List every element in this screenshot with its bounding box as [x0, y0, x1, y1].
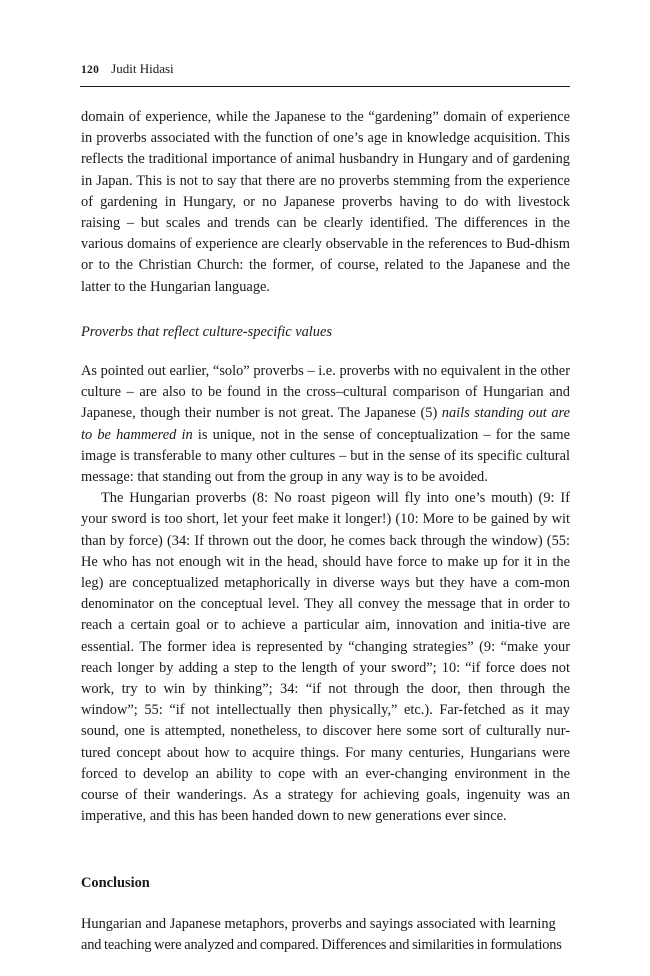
running-head	[81, 61, 570, 78]
italic-proverb-phrase: nails standing out are to be hammered in	[81, 405, 570, 443]
paragraph-hungarian-proverbs: The Hungarian proverbs (8: No roast pigeon will fly into one’s mouth) (9: If your sword is too short, let your feet make it longer!) (10: More to be gained by wit than by force) (34: If thrown out the door, he comes back through the window) (55: He who has not enough wit in the head, should have force to make up for it in the leg) are conceptualized metaphorically in diverse ways but they have a com-mon denominator on the conceptual level. They all convey the message that in order to reach a certain goal or to achieve a particular aim, innovation and initia-tive are essential. The former idea is represented by “changing strategies” (9: “make your reach longer by adding a step to the length of your sword”; 10: “if force does not work, try to win by thinking”; 34: “if not through the door, then through the window”; 55: “if not intellectually then physically,” etc.). Far-fetched as it may sound, one is attempted, nonetheless, to discover here some sort of culturally nur-tured concept about how to acquire things. For many centuries, Hungarians were forced to develop an ability to cope with an ever-changing environment in the course of their wanderings. As a strategy for achieving goals, ingenuity was an imperative, and this has been handed down to new generations ever since.	[81, 490, 570, 825]
paragraph-conclusion-line-1: Hungarian and Japanese metaphors, proverbs and sayings associated with learning	[81, 915, 556, 932]
paragraph-solo-proverbs-part1: As pointed out earlier, “solo” proverbs – i.e. proverbs with no equivalent in the other culture – are also to be found in the cross–cultural comparison of Hungarian and Japanese, though their number is not great. The Japanese (5)	[81, 363, 570, 422]
paragraph-continuation: domain of experience, while the Japanese to the “gardening” domain of experience in proverbs associated with the function of one’s age in knowledge acquisition. This reflects the traditional importance of animal husbandry in Hungary and of gardening in Japan. This is not to say that there are no proverbs stemming from the experience of gardening in Hungary, or no Japanese proverbs having to do with livestock raising – but scales and trends can be clearly identified. The differences in the various domains of experience are clearly observable in the references to Bud-dhism or to the Christian Church: the former, of course, related to the Japanese and the latter to the Hungarian language.	[81, 109, 570, 295]
subheading-culture-specific-values: Proverbs that reflect culture-specific values	[81, 323, 332, 340]
paragraph-conclusion-line-2: and teaching were analyzed and compared. Differences and similarities in formulations	[81, 936, 562, 953]
page-number: 120	[81, 64, 100, 76]
paragraph-solo-proverbs-part2: is unique, not in the sense of conceptualization – for the same image is transferable to many other cultures – but in the sense of its specific cultural message: that standing out from the group in any way is to be avoided.	[81, 426, 570, 486]
body-text-block	[81, 107, 570, 956]
section-heading-conclusion: Conclusion	[81, 874, 150, 891]
running-head-author: Judit Hidasi	[111, 61, 174, 76]
running-head-rule	[80, 86, 570, 87]
paragraph-solo-proverbs	[81, 361, 570, 488]
